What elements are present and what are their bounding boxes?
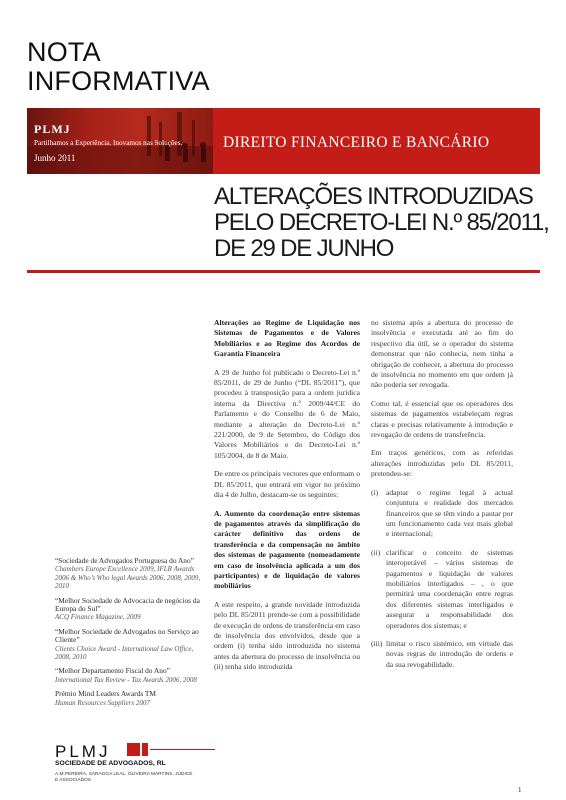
award-title: Prémio Mind Leaders Awards TM (55, 689, 156, 699)
banner-tagline: Partilhamos a Experiência. Inovamos nas Soluções. (34, 139, 183, 147)
award-item (55, 597, 205, 622)
page-number: 1 (518, 786, 522, 794)
banner-logo: PLMJ (34, 122, 71, 136)
award-title: “Sociedade de Advogados Portuguesa do Ano” (55, 556, 194, 565)
body-column-2 (371, 318, 513, 678)
footer-logo: PLMJ (55, 742, 111, 761)
list-text: adaptar o regime legal à actual conjuntura e realidade dos mercados financeiros que se têm vindo a pautar por um funcionamento cada vez mais global e internacional; (386, 487, 513, 539)
subheading: Alterações ao Regime de Liquidação nos Sistemas de Pagamentos e de Valores Mobiliários e ao Regime dos Acordos de Garantia Financeira (214, 318, 360, 359)
award-title: “Melhor Sociedade de Advogados no Serviço ao Cliente” (55, 626, 199, 645)
title-line-3: DE 29 DE JUNHO (214, 235, 394, 262)
paragraph: A este respeito, a grande novidade introduzida pelo DL 85/2011 prende-se com a possibilidade de execução de ordens de transferência em caso de insolvência dos envolvidos, desde que a ordem (i) tenha sido introduzida no sistema antes da abertura do processo de insolvência ou (ii) tenha sido introduzida (214, 599, 360, 672)
paragraph: no sistema após a abertura do processo de insolvência e executada até ao fim do respectivo dia útil, se o operador do sistema demonstrar que não conhecia, nem tinha a obrigação de conhecer, a abertura do processo de insolvência no momento em que ordem já não poderia ser revogada. (371, 318, 513, 390)
paragraph: De entre os principais vectores que enformam o DL 85/2011, que entrará em vigor no próximo dia 4 de Julho, destacam-se os seguintes: (214, 469, 360, 500)
award-source: ACQ Finance Magazine, 2009 (55, 613, 141, 622)
award-source: Human Resources Suppliers 2007 (55, 698, 150, 707)
list-number: (iii) (371, 638, 383, 648)
award-source: International Tax Review - Tax Awards 2006, 2008 (55, 675, 197, 684)
footer-partner-names: A.M.PEREIRA, SÁRAGGA LEAL, OLIVEIRA MARTINS, JÚDICE E ASSOCIADOS (55, 772, 193, 783)
title-line-2: PELO DECRETO-LEI N.º 85/2011, (214, 209, 549, 236)
section-heading-a: A. Aumento da coordenação entre sistemas de pagamentos através da simplificação do carácter definitivo das ordens de transferência e da compensação no âmbito dos sistemas de pagamento (nomeadamente em caso de insolvência aplicada a um dos participantes) e de liquidação de valores mobiliários (214, 508, 360, 591)
paragraph: Como tal, é essencial que os operadores dos sistemas de pagamentos estabeleçam regras claras e precisas relativamente à introdução e revogação de ordens de transferência. (371, 398, 513, 440)
awards-list (55, 557, 205, 713)
heading-line-1: NOTA (27, 37, 101, 67)
heading-line-2: INFORMATIVA (27, 66, 210, 96)
logo-square-mark (127, 743, 140, 756)
list-number: (ii) (371, 547, 381, 557)
award-title: “Melhor Departamento Fiscal do Ano” (55, 666, 170, 676)
list-text: clarificar o conceito de sistemas interoperável – vários sistemas de pagamentos e liquidação de valores mobiliários interligados – , o que permitirá uma coordenação entre regras dos diferentes sistemas interligados e assegurar a responsabilidade dos operadores dos sistemas; e (386, 547, 513, 630)
award-source: Chambers Europe Excellence 2009, IFLR Awards 2006 & Who’s Who legal Awards 2006, 2008, 2009, 2010 (55, 565, 201, 591)
list-item (371, 548, 513, 631)
list-item (371, 639, 513, 670)
footer-firm-name: SOCIEDADE DE ADVOGADOS, RL (55, 760, 166, 767)
logo-line-mark (150, 749, 215, 750)
award-item (55, 557, 205, 591)
list-text: limitar o risco sistémico, em virtude das novas regras de introdução de ordens e da sua revogabilidade. (386, 638, 513, 669)
paragraph: Em traços genéricos, com as referidas alterações introduzidas pelo DL 85/2011, pretendeu-se: (371, 448, 513, 479)
list-number: (i) (371, 487, 379, 497)
paragraph: A 29 de Junho foi publicado o Decreto-Lei n.º 85/2011, de 29 de Junho (“DL 85/2011”), que procedeu à transposição para a ordem jurídica interna da Directiva n.º 2009/44/CE do Parlamento e do Conselho de 6 de Maio, mediante a alteração do Decreto-Lei n.º 221/2000, de 9 de Setembro, do Código dos Valores Mobiliários e do Decreto-Lei n.º 105/2004, de 8 de Maio. (214, 367, 360, 460)
section-title: DIREITO FINANCEIRO E BANCÁRIO (223, 134, 490, 151)
award-item (55, 628, 205, 662)
award-item (55, 667, 205, 684)
list-item (371, 488, 513, 540)
award-title: “Melhor Sociedade de Advocacia de negócios da Europa do Sul” (55, 595, 200, 614)
title-line-1: ALTERAÇÕES INTRODUZIDAS (214, 183, 533, 210)
title-divider (27, 270, 540, 273)
body-column-1 (214, 318, 360, 681)
award-source: Clients Choice Award - International Law Office, 2008, 2010 (55, 644, 194, 662)
banner-date: Junho 2011 (34, 153, 76, 163)
document-type-heading (27, 38, 210, 96)
award-item (55, 690, 205, 707)
logo-bar-mark (142, 743, 148, 756)
section-banner (213, 108, 540, 174)
document-title (214, 184, 549, 262)
